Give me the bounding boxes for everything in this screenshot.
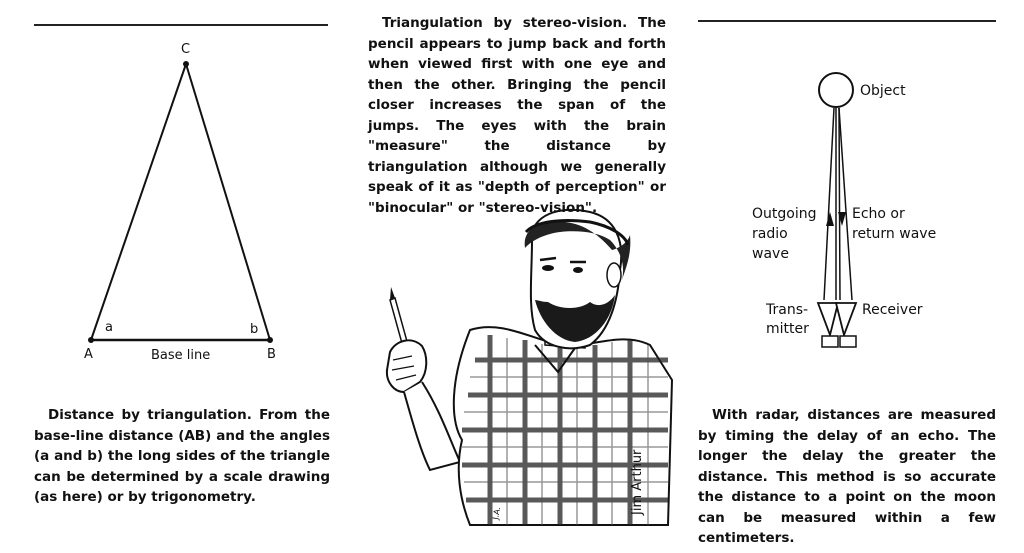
triangulation-caption-text: Distance by triangulation. From the base-line distance (AB) and the angles (a and b) the long sides of the triangle can be determined by a scale drawing (as here) or by trigonometry. — [34, 407, 330, 505]
outgoing-label-line2: radio — [752, 226, 788, 242]
angle-a-label: a — [105, 320, 113, 335]
triangulation-caption — [34, 405, 330, 508]
triangle-side-ac — [91, 64, 186, 340]
artist-credit: Jim Arthur — [630, 449, 645, 515]
stereo-vision-caption — [368, 13, 666, 218]
raised-hand — [387, 340, 460, 470]
vertex-c-label: C — [181, 42, 191, 57]
receiver-box — [840, 336, 856, 347]
radar-caption — [698, 405, 996, 549]
radar-caption-text: With radar, distances are measured by timing the delay of an echo. The longer the delay the greater the distance. This method is so accurate the distance to a point on the moon can be measured within a few centimeters. — [698, 407, 996, 546]
illustration-initials: J.A. — [491, 506, 503, 521]
transmitter-box — [822, 336, 838, 347]
transmitter-label-line2: mitter — [766, 321, 809, 337]
echo-label-line2: return wave — [852, 226, 937, 242]
stereo-vision-caption-text: Triangulation by stereo-vision. The pencil appears to jump back and forth when viewed first with one eye and then the other. Bringing the pencil closer increases the span of the jumps. The eyes with the brain "measure" the distance by triangulation although we generally speak of it as "depth of perception" or "binocular" or "stereo-vision". — [368, 15, 666, 216]
vertex-b-label: B — [267, 347, 276, 362]
vertex-b-dot — [267, 337, 273, 343]
triangle-side-bc — [186, 64, 270, 340]
right-eye — [573, 267, 583, 273]
return-beam-right — [839, 108, 852, 300]
pencil-illustration — [390, 287, 408, 347]
echo-label-line1: Echo or — [852, 206, 905, 222]
baseline-label: Base line — [151, 348, 211, 363]
bearded-man-head — [525, 210, 631, 348]
outgoing-beam-left — [824, 108, 834, 300]
radar-diagram — [752, 73, 936, 347]
object-circle — [819, 73, 853, 107]
receiver-label: Receiver — [862, 302, 923, 318]
vertex-c-dot — [183, 61, 189, 67]
triangulation-diagram — [84, 42, 276, 363]
vertex-a-dot — [88, 337, 94, 343]
transmitter-horn — [818, 303, 838, 335]
vertex-a-label: A — [84, 347, 93, 362]
outgoing-label-line3: wave — [752, 246, 789, 262]
object-label: Object — [860, 83, 906, 99]
outgoing-label-line1: Outgoing — [752, 206, 817, 222]
transmitter-label-line1: Trans- — [766, 302, 809, 318]
receiver-horn — [836, 303, 856, 335]
outgoing-arrow — [826, 212, 834, 226]
return-beam-left — [839, 108, 840, 300]
angle-b-label: b — [250, 322, 259, 337]
left-eye — [542, 265, 554, 271]
ear — [607, 263, 621, 287]
